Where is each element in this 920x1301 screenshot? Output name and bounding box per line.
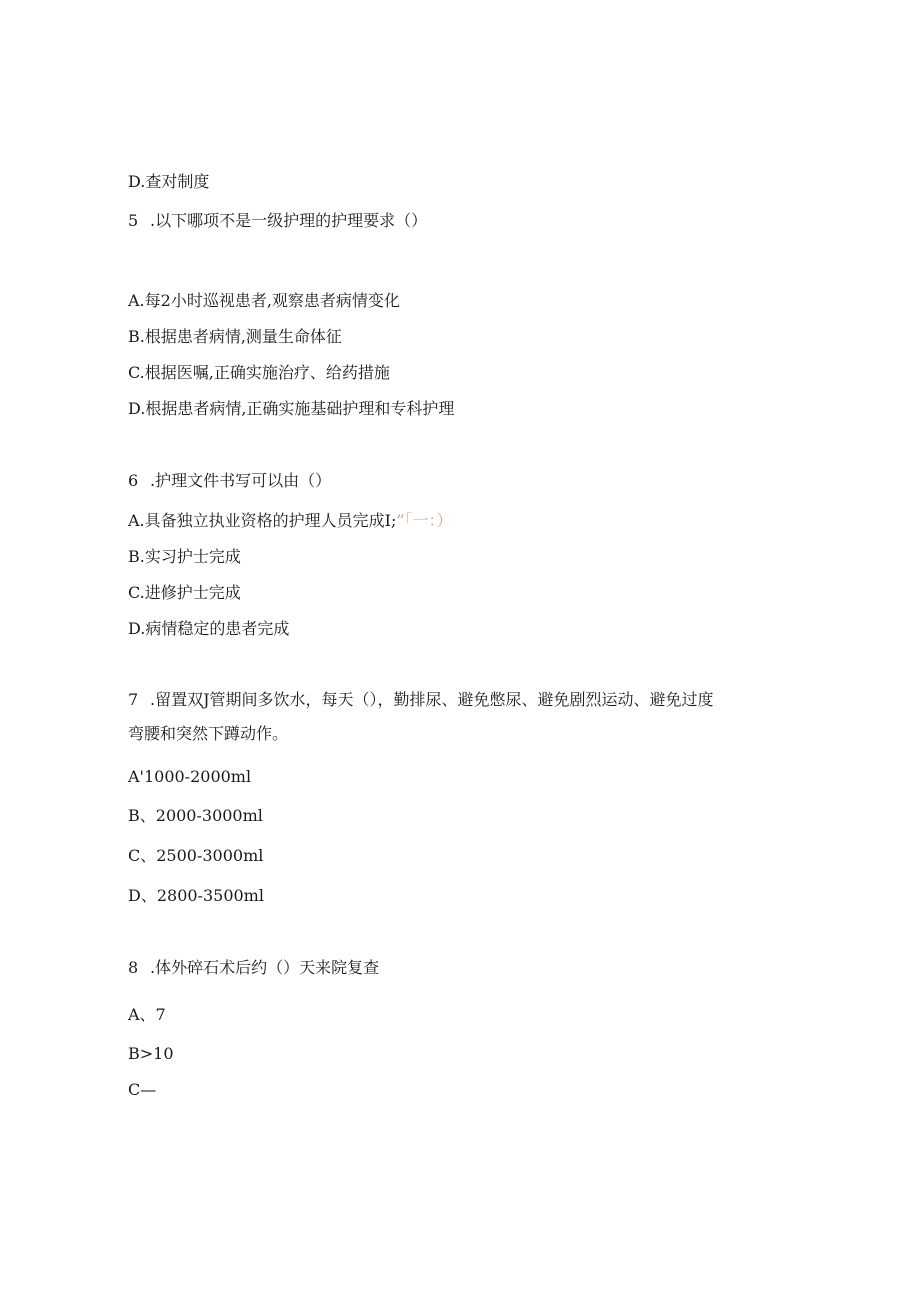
q7-option-c: C、2500-3000ml	[128, 846, 264, 865]
q5-stem-text: .以下哪项不是一级护理的护理要求（）	[150, 211, 428, 230]
q7-option-d: D、2800-3500ml	[128, 886, 264, 905]
q7-stem-continuation: 弯腰和突然下蹲动作。	[128, 724, 289, 743]
q8-stem-text: .体外碎石术后约（）天来院复查	[150, 958, 380, 977]
q5-stem	[128, 211, 427, 231]
q7-number: 7	[128, 690, 139, 709]
q6-number: 6	[128, 471, 139, 490]
q6-option-a	[128, 511, 453, 531]
q6-option-a-text: A.具备独立执业资格的护理人员完成I;	[128, 511, 397, 530]
q6-stem	[128, 471, 331, 491]
q8-option-a: A、7	[128, 1005, 166, 1024]
q6-option-d: D.病情稳定的患者完成	[128, 619, 290, 638]
q8-option-b: B>10	[128, 1044, 174, 1063]
q8-number: 8	[128, 958, 139, 977]
q5-option-b: B.根据患者病情,测量生命体征	[128, 327, 342, 346]
q7-stem-text: .留置双J管期间多饮水，每天（），勤排尿、避免憋尿、避免剧烈运动、避免过度	[150, 690, 714, 709]
q6-option-c: C.进修护士完成	[128, 583, 241, 602]
q5-number: 5	[128, 211, 139, 230]
q8-stem	[128, 958, 379, 978]
q6-option-a-artifact: ”「一：）	[396, 511, 453, 530]
q5-option-c: C.根据医嘱,正确实施治疗、给药措施	[128, 363, 390, 382]
q4-option-d: D.查对制度	[128, 172, 210, 191]
q6-option-b: B.实习护士完成	[128, 547, 241, 566]
q8-option-c: C—	[128, 1080, 157, 1099]
q6-stem-text: .护理文件书写可以由（）	[150, 471, 332, 490]
q7-option-a: A'1000-2000ml	[128, 767, 252, 786]
q5-option-d: D.根据患者病情,正确实施基础护理和专科护理	[128, 399, 455, 418]
q7-stem	[128, 690, 714, 710]
q7-option-b: B、2000-3000ml	[128, 806, 263, 825]
q5-option-a: A.每2小时巡视患者,观察患者病情变化	[128, 291, 400, 310]
